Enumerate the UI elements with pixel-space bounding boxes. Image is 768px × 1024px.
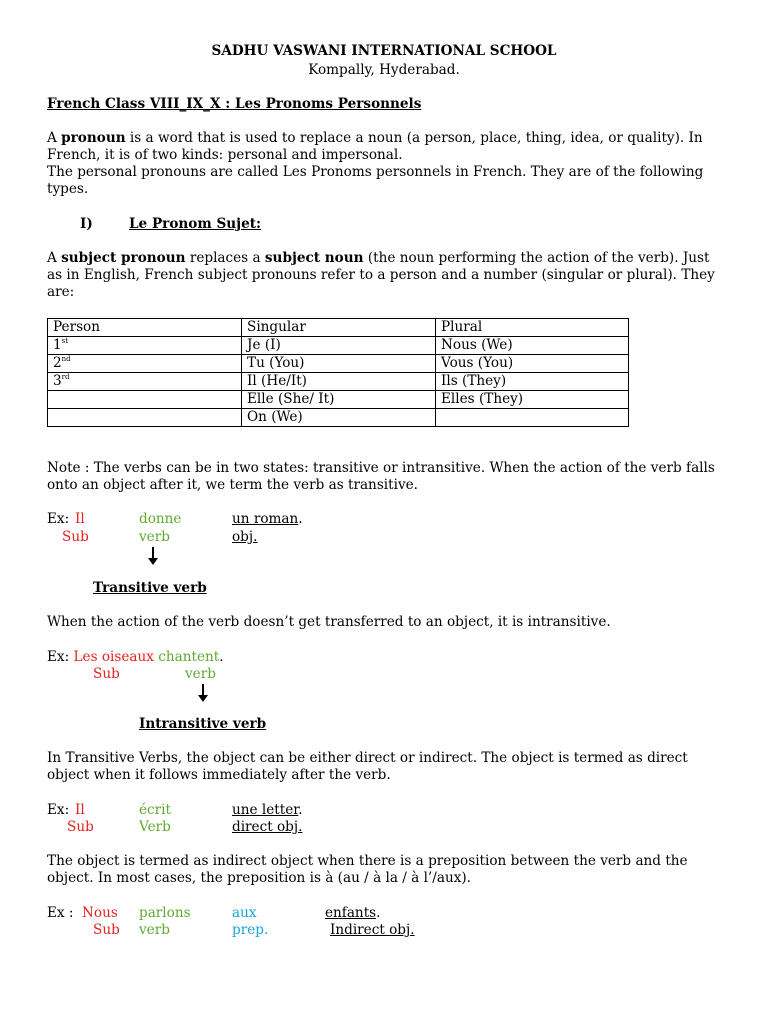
- example-3-verb: écrit: [139, 802, 171, 818]
- pronoun-term: pronoun: [61, 130, 126, 146]
- singular-cell: Je (I): [242, 337, 436, 355]
- table-header-row: [48, 319, 629, 337]
- down-arrow-icon: [202, 684, 204, 700]
- transitive-verb-caption: Transitive verb: [93, 580, 207, 596]
- subject-pronoun-table: [47, 318, 629, 427]
- person-cell: [48, 409, 242, 427]
- example-2-subject: Les oiseaux: [73, 649, 154, 665]
- example-4-preposition: aux: [232, 905, 257, 921]
- example-2-verb: chantent: [158, 649, 220, 665]
- plural-cell: Vous (You): [436, 355, 629, 373]
- intransitive-verb-caption: Intransitive verb: [139, 716, 267, 732]
- plural-cell: Nous (We): [436, 337, 629, 355]
- example-3-subject: Il: [75, 802, 85, 818]
- indirect-object-paragraph: The object is termed as indirect object when there is a preposition between the verb and the object. In most cases, the preposition is à (au / à la / à l’/aux).: [47, 853, 688, 886]
- down-arrow-icon: [152, 547, 154, 563]
- table-row: [48, 391, 629, 409]
- example-4-sub-label: Sub: [93, 922, 120, 938]
- intransitive-paragraph: When the action of the verb doesn’t get transferred to an object, it is intransitive.: [47, 614, 611, 630]
- singular-cell: On (We): [242, 409, 436, 427]
- intro-paragraph-2: The personal pronouns are called Les Pronoms personnels in French. They are of the following types.: [47, 164, 704, 197]
- singular-cell: Elle (She/ It): [242, 391, 436, 409]
- plural-cell: [436, 409, 629, 427]
- example-4-prefix: Ex :: [47, 905, 74, 921]
- example-2-sub-label: Sub: [93, 666, 120, 682]
- person-cell: [48, 391, 242, 409]
- example-4-verb-label: verb: [139, 922, 170, 938]
- direct-object-paragraph: In Transitive Verbs, the object can be either direct or indirect. The object is termed as direct object when it follows immediately after the verb.: [47, 750, 688, 783]
- example-3-prefix: Ex:: [47, 802, 70, 818]
- table-row: [48, 337, 629, 355]
- example-4-verb: parlons: [139, 905, 191, 921]
- singular-cell: Il (He/It): [242, 373, 436, 391]
- plural-cell: Elles (They): [436, 391, 629, 409]
- intro-paragraph: A pronoun is a word that is used to replace a noun (a person, place, thing, idea, or quality). In French, it is of two kinds: personal and impersonal. The personal pronouns are called Les Pronoms personnels in French. They are of the following types.: [47, 130, 704, 197]
- plural-cell: Ils (They): [436, 373, 629, 391]
- example-1-verb-label: verb: [139, 529, 170, 545]
- table-header: Plural: [436, 319, 629, 337]
- example-3-sub-label: Sub: [67, 819, 94, 835]
- section-title: Le Pronom Sujet:: [129, 216, 262, 232]
- table-row: [48, 355, 629, 373]
- example-4-obj-label: Indirect obj.: [330, 922, 415, 938]
- school-name: SADHU VASWANI INTERNATIONAL SCHOOL: [211, 43, 557, 59]
- person-cell: 3rd: [48, 373, 242, 391]
- example-1-verb: donne: [139, 511, 182, 527]
- person-cell: 1st: [48, 337, 242, 355]
- example-1-obj-label: obj.: [232, 529, 258, 545]
- example-3-verb-label: Verb: [139, 819, 171, 835]
- example-1-object: un roman.: [232, 511, 303, 527]
- singular-cell: Tu (You): [242, 355, 436, 373]
- table-row: [48, 373, 629, 391]
- example-4-prep-label: prep.: [232, 922, 269, 938]
- example-1-sub-label: Sub: [62, 529, 89, 545]
- subject-pronoun-paragraph: A subject pronoun replaces a subject noun (the noun performing the action of the verb). Just as in English, French subject pronouns refer to a person and a number (singular or plural). They are:: [47, 250, 715, 300]
- example-2-verb-label: verb: [185, 666, 216, 682]
- document-title: French Class VIII_IX_X : Les Pronoms Personnels: [47, 96, 422, 112]
- example-4-object: enfants.: [325, 905, 381, 921]
- table-header: Person: [48, 319, 242, 337]
- note-paragraph: Note : The verbs can be in two states: transitive or intransitive. When the action of the verb falls onto an object after it, we term the verb as transitive.: [47, 460, 715, 493]
- section-number: I): [80, 216, 93, 232]
- table-row: [48, 409, 629, 427]
- example-2-sentence: Ex: Les oiseaux chantent.: [47, 649, 224, 665]
- table-header: Singular: [242, 319, 436, 337]
- example-3-object: une letter.: [232, 802, 303, 818]
- example-1-prefix: Ex:: [47, 511, 70, 527]
- example-3-obj-label: direct obj.: [232, 819, 303, 835]
- person-cell: 2nd: [48, 355, 242, 373]
- example-4-subject: Nous: [82, 905, 118, 921]
- school-location: Kompally, Hyderabad.: [308, 62, 460, 78]
- example-1-subject: Il: [75, 511, 85, 527]
